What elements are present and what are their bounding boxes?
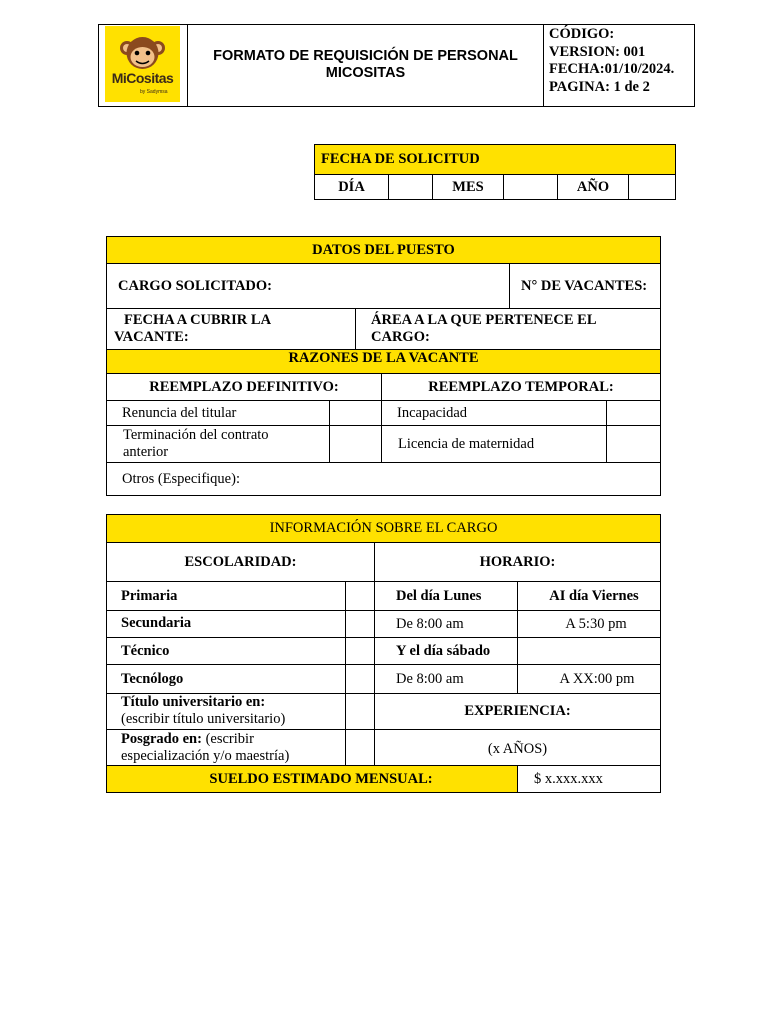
reemplazo-temporal-header — [381, 373, 661, 401]
anios-text: (x AÑOS) — [487, 741, 548, 757]
reemplazo-temporal-text: REEMPLAZO TEMPORAL: — [428, 378, 614, 395]
document-title — [188, 48, 543, 82]
document-meta — [549, 26, 674, 96]
dia-label — [314, 174, 389, 200]
de-800-2-text: De 8:00 am — [396, 670, 464, 687]
dia-label-text: DÍA — [338, 178, 365, 195]
meta-version: VERSION: 001 — [549, 43, 646, 60]
terminacion-text-1: Terminación del contrato — [123, 427, 269, 443]
sueldo-value-text: $ x.xxx.xxx — [534, 770, 603, 787]
otros-field[interactable] — [106, 462, 661, 496]
reemplazo-definitivo-header — [106, 373, 382, 401]
logo-subtext: by Sadymsa — [140, 89, 168, 95]
sueldo-label — [106, 765, 518, 793]
a-530-text: A 5:30 pm — [565, 615, 627, 632]
titulo-universitario-label — [106, 693, 346, 730]
fecha-solicitud-title — [314, 144, 676, 175]
experiencia-header — [374, 693, 661, 730]
meta-codigo: CÓDIGO: — [549, 26, 615, 42]
sueldo-value[interactable] — [517, 765, 661, 793]
logo-text: MiCositas — [111, 70, 174, 86]
incapacidad-label — [381, 400, 607, 426]
anio-label-text: AÑO — [576, 178, 610, 195]
secundaria-label — [106, 610, 346, 638]
y-sabado-text: Y el día sábado — [396, 642, 491, 659]
posgrado-rest-text-1: (escribir — [201, 731, 254, 747]
renuncia-label — [106, 400, 330, 426]
horario-text: HORARIO: — [479, 553, 556, 570]
del-dia-lunes-text: Del día Lunes — [396, 587, 482, 604]
tecnologo-checkbox[interactable] — [345, 664, 375, 694]
primaria-text: Primaria — [121, 587, 178, 604]
a-xx-text: A XX:00 pm — [559, 670, 635, 687]
licencia-checkbox[interactable] — [606, 425, 661, 463]
terminacion-checkbox[interactable] — [329, 425, 382, 463]
experiencia-text: EXPERIENCIA: — [464, 703, 571, 719]
posgrado-rest-text-2: especialización y/o maestría) — [121, 748, 290, 764]
escolaridad-header — [106, 542, 375, 582]
secundaria-text: Secundaria — [121, 615, 192, 631]
terminacion-label — [106, 425, 330, 463]
y-dia-sabado — [374, 637, 518, 665]
tecnico-checkbox[interactable] — [345, 637, 375, 665]
sabado-blank[interactable] — [517, 637, 661, 665]
terminacion-text-2: anterior — [123, 444, 169, 460]
tecnico-text: Técnico — [121, 642, 170, 659]
cargo-solicitado-field[interactable] — [106, 263, 510, 309]
escolaridad-text: ESCOLARIDAD: — [184, 553, 297, 570]
mes-input[interactable] — [503, 174, 558, 200]
area-label-1: ÁREA A LA QUE PERTENECE EL — [371, 312, 597, 328]
tecnico-label — [106, 637, 346, 665]
incapacidad-checkbox[interactable] — [606, 400, 661, 426]
razones-title-text: RAZONES DE LA VACANTE — [288, 350, 479, 366]
datos-puesto-title — [106, 236, 661, 264]
titulo-bold-text: Título universitario en: — [121, 694, 266, 710]
sueldo-label-text: SUELDO ESTIMADO MENSUAL: — [209, 770, 433, 787]
datos-puesto-title-text: DATOS DEL PUESTO — [312, 241, 455, 258]
renuncia-text: Renuncia del titular — [122, 404, 237, 421]
horario-de-800-2[interactable] — [374, 664, 518, 694]
al-dia-viernes — [517, 581, 661, 611]
renuncia-checkbox[interactable] — [329, 400, 382, 426]
meta-pagina: PAGINA: 1 de 2 — [549, 78, 650, 95]
tecnologo-text: Tecnólogo — [121, 670, 184, 687]
licencia-label — [381, 425, 607, 463]
razones-title — [106, 349, 661, 374]
cargo-solicitado-label: CARGO SOLICITADO: — [118, 277, 273, 294]
info-cargo-title-text: INFORMACIÓN SOBRE EL CARGO — [269, 520, 498, 536]
fecha-solicitud-title-text: FECHA DE SOLICITUD — [321, 151, 480, 167]
title-line-1: FORMATO DE REQUISICIÓN DE PERSONAL — [213, 48, 518, 64]
primaria-checkbox[interactable] — [345, 581, 375, 611]
primaria-label — [106, 581, 346, 611]
horario-de-800-1[interactable] — [374, 610, 518, 638]
anio-input[interactable] — [628, 174, 676, 200]
anio-label — [557, 174, 629, 200]
fecha-cubrir-label-2: VACANTE: — [114, 329, 189, 345]
titulo-rest-text: (escribir título universitario) — [121, 711, 286, 727]
del-dia-lunes — [374, 581, 518, 611]
posgrado-label — [106, 729, 346, 766]
de-800-1-text: De 8:00 am — [396, 615, 464, 632]
mes-label — [432, 174, 504, 200]
vacantes-field[interactable] — [509, 263, 661, 309]
vacantes-label: N° DE VACANTES: — [521, 277, 648, 294]
area-label-2: CARGO: — [371, 329, 430, 345]
licencia-text: Licencia de maternidad — [398, 435, 535, 452]
tecnologo-label — [106, 664, 346, 694]
dia-input[interactable] — [388, 174, 433, 200]
titulo-checkbox[interactable] — [345, 693, 375, 730]
area-field[interactable] — [355, 308, 661, 350]
fecha-cubrir-field[interactable] — [106, 308, 356, 350]
incapacidad-text: Incapacidad — [397, 404, 468, 421]
horario-a-530[interactable] — [517, 610, 661, 638]
posgrado-bold-text: Posgrado en: — [121, 731, 202, 747]
horario-a-xx[interactable] — [517, 664, 661, 694]
mes-label-text: MES — [452, 178, 484, 195]
al-dia-viernes-text: AI día Viernes — [549, 587, 639, 604]
title-line-2: MICOSITAS — [325, 65, 406, 81]
posgrado-checkbox[interactable] — [345, 729, 375, 766]
horario-header — [374, 542, 661, 582]
fecha-cubrir-label-1: FECHA A CUBRIR LA — [124, 312, 272, 328]
reemplazo-definitivo-text: REEMPLAZO DEFINITIVO: — [149, 378, 339, 395]
secundaria-checkbox[interactable] — [345, 610, 375, 638]
meta-fecha: FECHA:01/10/2024. — [549, 61, 675, 77]
header-divider-2 — [543, 24, 544, 107]
experiencia-anios[interactable] — [374, 729, 661, 766]
otros-label: Otros (Especifique): — [122, 470, 240, 487]
info-cargo-title — [106, 514, 661, 543]
